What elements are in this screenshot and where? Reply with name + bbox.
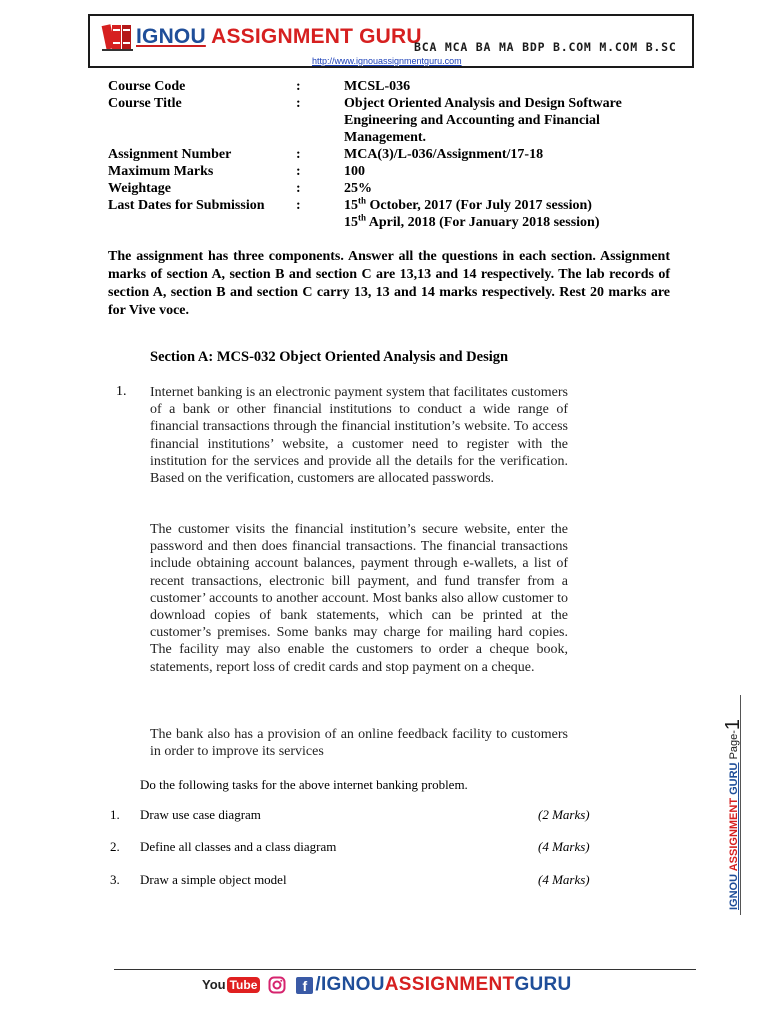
social-handle[interactable] — [315, 974, 571, 996]
info-label: Course Code — [108, 79, 186, 94]
tasks-intro: Do the following tasks for the above internet banking problem. — [140, 777, 468, 792]
info-label: Maximum Marks — [108, 164, 214, 179]
question-paragraph-1: Internet banking is an electronic payment system that facilitates customers of a bank or other financial institutions to conduct a wide range of financial transactions through the financial institution’s website. To access financial institutions’ website, a customer need to register with the institution for the services and provide all the details for the verification. Based on the verification, customers are allocated passwords. — [150, 385, 568, 487]
task-text: Draw use case diagram — [140, 807, 261, 822]
info-value: MCA(3)/L-036/Assignment/17-18 — [344, 147, 544, 162]
side-brand-assignment: ASSIGNMENT — [728, 797, 740, 872]
info-row-weightage — [108, 180, 668, 197]
handle-guru: GURU — [514, 974, 572, 995]
date-text: April, 2018 (For January 2018 session) — [366, 215, 600, 230]
youtube-you-text: You — [202, 977, 226, 992]
task-marks: (2 Marks) — [538, 807, 590, 822]
instagram-icon[interactable] — [268, 976, 286, 994]
date-text: October, 2017 (For July 2017 session) — [366, 198, 592, 213]
page-number: 1 — [722, 718, 744, 731]
submission-dates — [344, 197, 668, 231]
info-value: 25% — [344, 181, 372, 196]
question-number: 1. — [116, 384, 127, 399]
handle-assignment: ASSIGNMENT — [384, 974, 515, 995]
date-day: 15 — [344, 198, 358, 213]
date-suffix: th — [358, 212, 367, 223]
page-label: Page- — [728, 730, 740, 763]
header-banner — [88, 14, 694, 68]
submission-date-july — [344, 197, 668, 214]
info-colon: : — [296, 147, 301, 162]
books-logo-icon — [100, 22, 134, 52]
info-colon: : — [296, 79, 301, 94]
info-label: Weightage — [108, 181, 171, 196]
task-text: Define all classes and a class diagram — [140, 839, 337, 854]
logo-ignou-text: IGNOU — [136, 25, 206, 48]
task-number: 2. — [110, 839, 120, 854]
handle-slash: / — [315, 974, 321, 995]
info-colon: : — [296, 181, 301, 196]
section-a-title: Section A: MCS-032 Object Oriented Analysis and Design — [150, 349, 509, 365]
info-colon: : — [296, 164, 301, 179]
course-list: BCA MCA BA MA BDP B.COM M.COM B.SC — [414, 40, 677, 54]
info-value: MCSL-036 — [344, 79, 411, 94]
info-row-course-title — [108, 95, 668, 146]
site-logo — [136, 25, 422, 49]
date-day: 15 — [344, 215, 358, 230]
info-colon: : — [296, 198, 301, 213]
side-brand-ignou: IGNOU — [728, 871, 740, 910]
task-number: 1. — [110, 807, 120, 822]
site-url-link[interactable]: http://www.ignouassignmentguru.com — [312, 56, 462, 66]
side-brand — [728, 762, 740, 910]
info-row-assignment-number — [108, 146, 668, 163]
task-number: 3. — [110, 872, 120, 887]
youtube-icon[interactable] — [202, 976, 260, 994]
social-footer — [202, 974, 572, 996]
side-brand-guru: GURU — [728, 762, 740, 798]
date-suffix: th — [358, 195, 367, 206]
info-label: Assignment Number — [108, 147, 232, 162]
question-paragraph-3: The bank also has a provision of an online feedback facility to customers in order to improve its services — [150, 727, 568, 760]
task-marks: (4 Marks) — [538, 839, 590, 854]
info-row-course-code — [108, 78, 668, 95]
handle-ignou: IGNOU — [320, 974, 385, 995]
footer-divider — [114, 969, 696, 970]
task-marks: (4 Marks) — [538, 872, 590, 887]
side-page-footer — [722, 719, 745, 910]
submission-date-january — [344, 214, 668, 231]
task-text: Draw a simple object model — [140, 872, 287, 887]
info-value: Object Oriented Analysis and Design Software Engineering and Accounting and Financial Management. — [344, 96, 622, 145]
info-label: Course Title — [108, 96, 182, 111]
logo-assignment-guru-text: ASSIGNMENT GURU — [205, 25, 422, 48]
info-label: Last Dates for Submission — [108, 198, 265, 213]
youtube-tube-text: Tube — [227, 977, 261, 993]
info-value: 100 — [344, 164, 365, 179]
info-row-last-dates — [108, 197, 668, 231]
info-row-maximum-marks — [108, 163, 668, 180]
course-info-table — [108, 78, 668, 231]
question-paragraph-2: The customer visits the financial institution’s secure website, enter the password and then does financial transactions. The financial transactions include obtaining account balances, payment through e-wallets, a list of recent transactions, electronic bill payment, and fund transfer from a customer’ accounts to another account. Most banks also allow customer to download copies of bank statements, which can be printed at the customer’s premises. Some banks may charge for mailing hard copies. The facility may also enable the customers to order a cheque book, statements, report loss of credit cards and stop payment on a cheque. — [150, 522, 568, 675]
facebook-icon[interactable]: f — [296, 977, 313, 994]
assignment-intro: The assignment has three components. Answer all the questions in each section. Assignment marks of section A, section B and section C are 13,13 and 14 respectively. The lab records of section A, section B and section C carry 13, 13 and 14 marks respectively. Rest 20 marks are for Vive voce. — [108, 249, 670, 318]
info-colon: : — [296, 96, 301, 111]
